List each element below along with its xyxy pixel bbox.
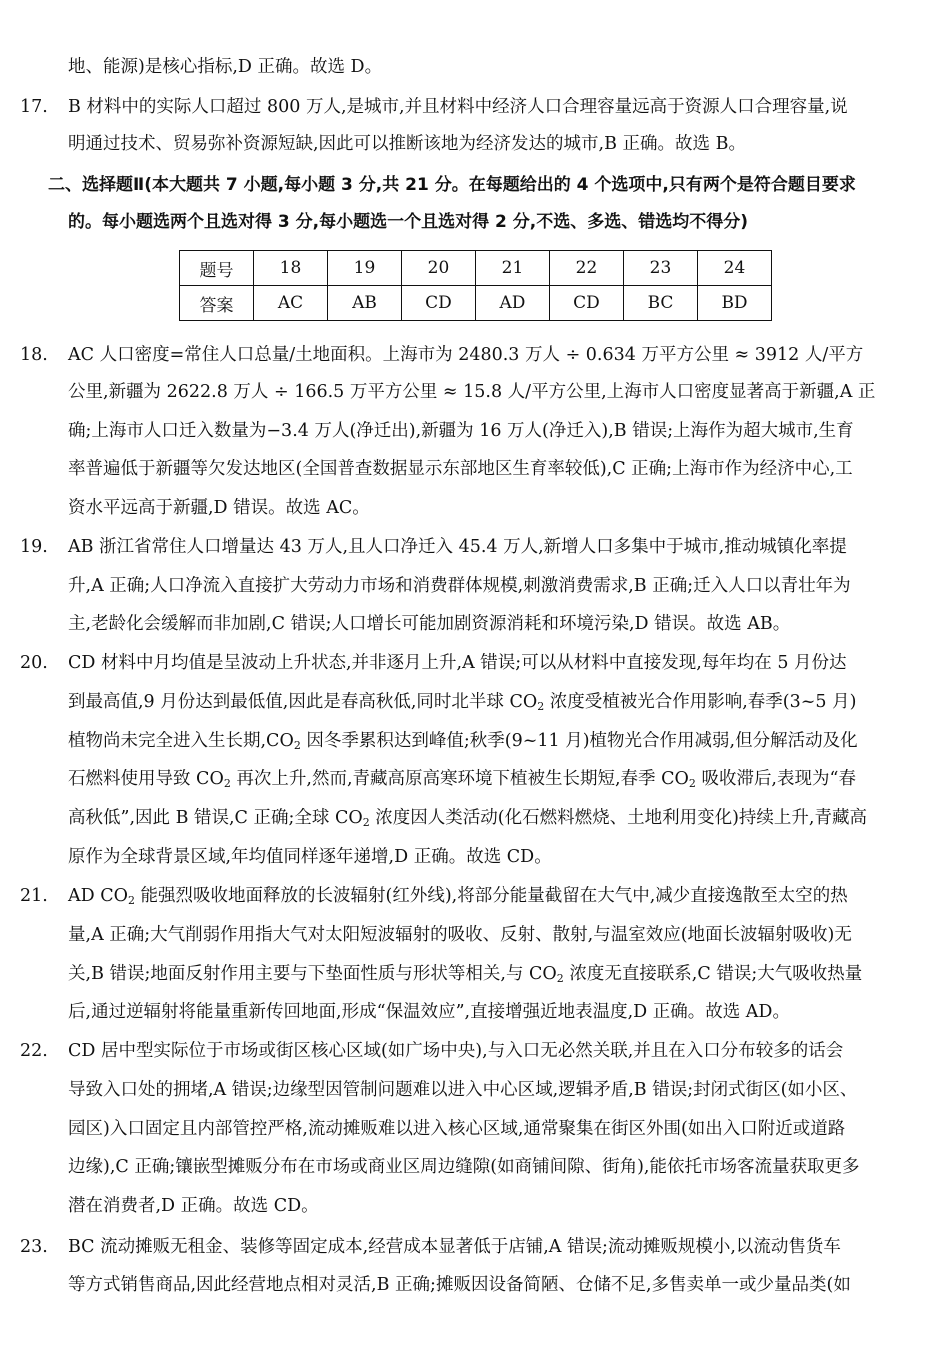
subscript: 2	[556, 972, 564, 985]
answer-table	[179, 250, 772, 321]
q18-line-1	[0, 344, 950, 366]
subscript: 2	[127, 894, 135, 907]
answer-cell: CD	[402, 286, 476, 321]
answer-cell: AD	[476, 286, 550, 321]
q18-line-4: 率普遍低于新疆等欠发达地区(全国普查数据显示东部地区生育率较低),C 正确;上海市作为经济中心,工	[68, 459, 853, 479]
question-number-cell: 19	[328, 251, 402, 286]
question-number-cell: 20	[402, 251, 476, 286]
question-number-cell: 23	[624, 251, 698, 286]
q20-line-4	[0, 768, 950, 795]
subscript: 2	[688, 777, 696, 790]
q17-line-2: 明通过技术、贸易弥补资源短缺,因此可以推断该地为经济发达的城市,B 正确。故选 B。	[68, 134, 746, 154]
q18-line-2: 公里,新疆为 2622.8 万人 ÷ 166.5 万平方公里 ≈ 15.8 人/平方公里,上海市人口密度显著高于新疆,A 正	[68, 382, 876, 402]
q21-line-1	[0, 885, 950, 912]
answer-cell: AB	[328, 286, 402, 321]
subscript: 2	[293, 739, 301, 752]
q20-text-4c: 吸收滞后,表现为“春	[695, 769, 856, 789]
q20-line-3	[0, 730, 950, 757]
answer-cell: AC	[254, 286, 328, 321]
q18-line-3: 确;上海市人口迁入数量为−3.4 万人(净迁出),新疆为 16 万人(净迁入),B 错误;上海作为超大城市,生育	[68, 421, 854, 441]
q20-text-3a: 植物尚未完全进入生长期,CO	[68, 731, 294, 751]
q23-text-1: BC 流动摊贩无租金、装修等固定成本,经营成本显著低于店铺,A 错误;流动摊贩规模小,以流动售货车	[68, 1237, 841, 1257]
q18-number: 18.	[20, 345, 48, 365]
q19-line-2: 升,A 正确;人口净流入直接扩大劳动力市场和消费群体规模,刺激消费需求,B 正确;迁入人口以青壮年为	[68, 576, 851, 596]
q23-line-2: 等方式销售商品,因此经营地点相对灵活,B 正确;摊贩因设备简陋、仓储不足,多售卖单一或少量品类(如	[68, 1275, 851, 1295]
q20-text-4a: 石燃料使用导致 CO	[68, 769, 224, 789]
q22-line-2: 导致入口处的拥堵,A 错误;边缘型因管制问题难以进入中心区域,逻辑矛盾,B 错误;封闭式街区(如小区、	[68, 1080, 858, 1100]
q20-line-6: 原作为全球背景区域,年均值同样逐年递增,D 正确。故选 CD。	[68, 847, 552, 867]
q23-line-1	[0, 1236, 950, 1258]
q19-line-1	[0, 536, 950, 558]
q22-line-1	[0, 1040, 950, 1062]
answer-table-header-row	[180, 251, 772, 286]
q18-line-5: 资水平远高于新疆,D 错误。故选 AC。	[68, 498, 370, 518]
q20-number: 20.	[20, 653, 48, 673]
q20-text-3b: 因冬季累积达到峰值;秋季(9~11 月)植物光合作用减弱,但分解活动及化	[300, 731, 858, 751]
answer-cell: BC	[624, 286, 698, 321]
q22-line-5: 潜在消费者,D 正确。故选 CD。	[68, 1196, 319, 1216]
question-number-cell: 24	[698, 251, 772, 286]
q21-text-1a: AD CO	[68, 886, 128, 906]
q22-line-4: 边缘),C 正确;镶嵌型摊贩分布在市场或商业区周边缝隙(如商铺间隙、街角),能依托市场客流量获取更多	[68, 1157, 860, 1177]
q20-line-5	[0, 807, 950, 834]
answer-label-cell: 答案	[180, 286, 254, 321]
q19-text-1: AB 浙江省常住人口增量达 43 万人,且人口净迁入 45.4 万人,新增人口多集中于城市,推动城镇化率提	[68, 537, 847, 557]
q20-line-2	[0, 691, 950, 718]
question-number-cell: 21	[476, 251, 550, 286]
subscript: 2	[537, 700, 545, 713]
q20-text-1: CD 材料中月均值是呈波动上升状态,并非逐月上升,A 错误;可以从材料中直接发现,每年均在 5 月份达	[68, 653, 847, 673]
q23-number: 23.	[20, 1237, 48, 1257]
q22-text-1: CD 居中型实际位于市场或街区核心区域(如广场中央),与入口无必然关联,并且在入口分布较多的话会	[68, 1041, 844, 1061]
subscript: 2	[362, 816, 370, 829]
subscript: 2	[223, 777, 231, 790]
q21-line-3	[0, 963, 950, 990]
prev-answer-tail: 地、能源)是核心指标,D 正确。故选 D。	[68, 57, 383, 77]
q21-line-2: 量,A 正确;大气削弱作用指大气对太阳短波辐射的吸收、反射、散射,与温室效应(地面长波辐射吸收)无	[68, 925, 852, 945]
q21-text-3a: 关,B 错误;地面反射作用主要与下垫面性质与形状等相关,与 CO	[68, 964, 557, 984]
q19-number: 19.	[20, 537, 48, 557]
q17-line-1	[0, 96, 950, 118]
q20-text-5b: 浓度因人类活动(化石燃料燃烧、土地利用变化)持续上升,青藏高	[369, 808, 867, 828]
q19-line-3: 主,老龄化会缓解而非加剧,C 错误;人口增长可能加剧资源消耗和环境污染,D 错误。故选 AB。	[68, 614, 791, 634]
answer-table-answer-row	[180, 286, 772, 321]
q21-text-3b: 浓度无直接联系,C 错误;大气吸收热量	[563, 964, 863, 984]
q20-text-2b: 浓度受植被光合作用影响,春季(3~5 月)	[544, 692, 857, 712]
section2-title-2: 的。每小题选两个且选对得 3 分,每小题选一个且选对得 2 分,不选、多选、错选均不得分)	[68, 212, 749, 232]
q17-number: 17.	[20, 97, 48, 117]
q18-text-1: AC 人口密度=常住人口总量/土地面积。上海市为 2480.3 万人 ÷ 0.634 万平方公里 ≈ 3912 人/平方	[68, 345, 864, 365]
q20-text-5a: 高秋低”,因此 B 错误,C 正确;全球 CO	[68, 808, 363, 828]
q20-line-1	[0, 652, 950, 674]
header-label-cell: 题号	[180, 251, 254, 286]
q17-text-1: B 材料中的实际人口超过 800 万人,是城市,并且材料中经济人口合理容量远高于资源人口合理容量,说	[68, 97, 848, 117]
answer-cell: CD	[550, 286, 624, 321]
question-number-cell: 22	[550, 251, 624, 286]
q20-text-2a: 到最高值,9 月份达到最低值,因此是春高秋低,同时北半球 CO	[68, 692, 538, 712]
q21-line-4: 后,通过逆辐射将能量重新传回地面,形成“保温效应”,直接增强近地表温度,D 正确。故选 AD。	[68, 1002, 790, 1022]
q20-text-4b: 再次上升,然而,青藏高原高寒环境下植被生长期短,春季 CO	[230, 769, 689, 789]
q21-number: 21.	[20, 886, 48, 906]
question-number-cell: 18	[254, 251, 328, 286]
q21-text-1b: 能强烈吸收地面释放的长波辐射(红外线),将部分能量截留在大气中,减少直接逸散至太空的热	[134, 886, 848, 906]
q22-line-3: 园区)入口固定且内部管控严格,流动摊贩难以进入核心区域,通常聚集在街区外围(如出入口附近或道路	[68, 1119, 846, 1139]
section2-title-1: 二、选择题Ⅱ(本大题共 7 小题,每小题 3 分,共 21 分。在每题给出的 4 个选项中,只有两个是符合题目要求	[48, 175, 856, 195]
q22-number: 22.	[20, 1041, 48, 1061]
answer-cell: BD	[698, 286, 772, 321]
